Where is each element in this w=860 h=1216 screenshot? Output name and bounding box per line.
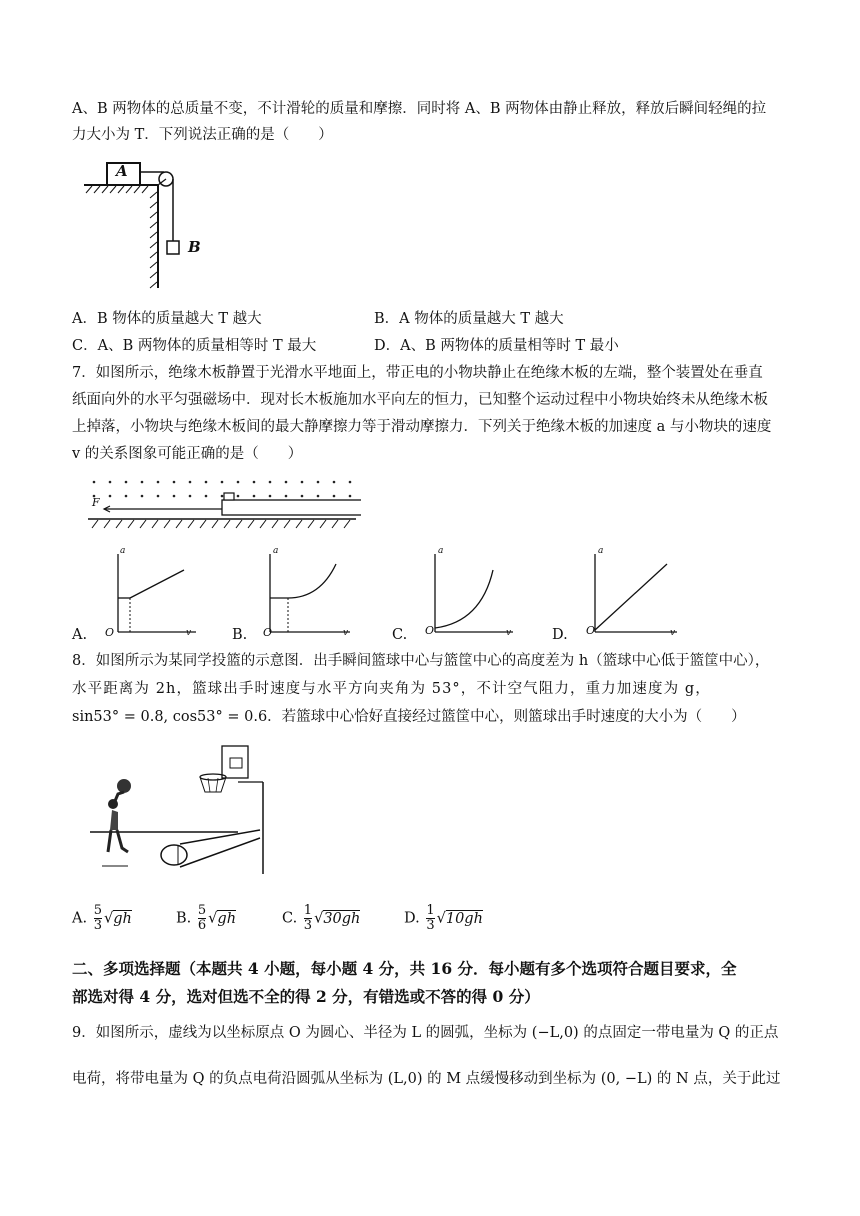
ground-hatch-line	[116, 520, 122, 528]
q7-line1: 7．如图所示，绝缘木板静置于光滑水平地面上，带正电的小物块静止在绝缘木板的左端，整个装置处在垂直	[72, 365, 763, 381]
q8-line3: sin53° = 0.8, cos53° = 0.6．若篮球中心恰好直接经过篮筐中心，则篮球出手时速度的大小为（ ）	[72, 709, 746, 725]
field-dot	[349, 495, 352, 498]
field-dot	[269, 481, 272, 484]
q8-option-d-label: D.	[404, 910, 420, 927]
q8-option-b-fraction: $\frac{5}{6}$	[197, 903, 207, 933]
q8-option-c-label: C.	[282, 910, 298, 927]
graph-c-origin: O	[425, 624, 435, 637]
graph-d[interactable]	[585, 548, 685, 638]
block-a-label: A	[116, 162, 128, 180]
field-dot	[317, 481, 320, 484]
graph-b-y: a	[273, 546, 279, 556]
field-dot	[253, 481, 256, 484]
ground-hatch-line	[104, 520, 110, 528]
graph-b[interactable]	[260, 548, 360, 638]
section2-heading-line2: 部选对得 4 分，选对但选不全的得 2 分，有错选或不答的得 0 分）	[72, 987, 540, 1006]
q6-pulley-figure	[80, 158, 220, 293]
q8-option-b-label: B.	[176, 910, 192, 927]
q7-line2: 纸面向外的水平匀强磁场中．现对长木板施加水平向左的恒力，已知整个运动过程中小物块始终未从绝缘木板	[72, 392, 768, 408]
field-dot	[125, 481, 128, 484]
graph-c[interactable]	[425, 548, 525, 638]
field-dot	[237, 481, 240, 484]
field-dot	[221, 481, 224, 484]
graph-c-x: v	[506, 628, 512, 638]
ground-hatch-line	[152, 520, 158, 528]
q6-option-d[interactable]: D．A、B 两物体的质量相等时 T 最小	[374, 338, 619, 354]
section2-heading-line1: 二、多项选择题（本题共 4 小题，每小题 4 分，共 16 分．每小题有多个选项符合题目要求，全	[72, 959, 737, 978]
field-dot	[269, 495, 272, 498]
graph-c-y: a	[438, 546, 444, 556]
field-dot	[141, 495, 144, 498]
field-dot	[301, 481, 304, 484]
field-dot	[157, 495, 160, 498]
q6-option-c[interactable]: C．A、B 两物体的质量相等时 T 最大	[72, 338, 317, 354]
q8-option-a[interactable]	[72, 904, 132, 933]
field-dot	[205, 481, 208, 484]
graph-a-y: a	[120, 546, 126, 556]
field-dot	[333, 481, 336, 484]
ground-hatch-line	[188, 520, 194, 528]
ground-hatch-line	[332, 520, 338, 528]
field-dot	[333, 495, 336, 498]
ground-hatch-line	[344, 520, 350, 528]
graph-a-x: v	[186, 628, 192, 638]
ground-hatch-line	[248, 520, 254, 528]
q8-option-b-radicand: gh	[217, 910, 237, 927]
ground-hatch-line	[296, 520, 302, 528]
sqrt-icon: √	[208, 910, 218, 927]
ground-hatch-line	[212, 520, 218, 528]
ground-hatch-line	[308, 520, 314, 528]
graph-d-y: a	[598, 546, 604, 556]
q8-option-d[interactable]	[404, 904, 483, 933]
q7-board-figure	[86, 476, 361, 532]
field-dot	[285, 481, 288, 484]
q7-line3: 上掉落，小物块与绝缘木板间的最大静摩擦力等于滑动摩擦力．下列关于绝缘木板的加速度 a 与小物块的速度	[72, 419, 772, 435]
field-dot	[189, 495, 192, 498]
q9-line1: 9．如图所示，虚线为以坐标原点 O 为圆心、半径为 L 的圆弧，坐标为 (−L,0) 的点固定一带电量为 Q 的正点	[72, 1025, 779, 1041]
q8-option-d-radicand: 10gh	[445, 910, 483, 927]
field-dot	[157, 481, 160, 484]
q7-option-c-label[interactable]: C.	[392, 627, 408, 643]
q7-option-a-label[interactable]: A.	[72, 627, 88, 643]
field-dot	[301, 495, 304, 498]
graph-a-origin: O	[105, 626, 115, 639]
field-dot	[317, 495, 320, 498]
graph-b-x: v	[343, 628, 349, 638]
field-dot	[93, 481, 96, 484]
q8-line2: 水平距离为 2h，篮球出手时速度与水平方向夹角为 53°，不计空气阻力，重力加速度为 g，	[72, 681, 711, 697]
field-dot	[141, 481, 144, 484]
field-dot	[125, 495, 128, 498]
ground-hatch-line	[236, 520, 242, 528]
q8-option-a-radicand: gh	[113, 910, 132, 927]
block-b-label: B	[188, 238, 201, 256]
graph-d-origin: O	[586, 624, 596, 637]
q8-option-a-label: A.	[72, 910, 88, 927]
graph-a[interactable]	[100, 548, 200, 638]
field-dot	[221, 495, 224, 498]
field-dot	[189, 481, 192, 484]
q8-basketball-figure	[88, 742, 273, 877]
field-dot	[109, 481, 112, 484]
q7-option-d-label[interactable]: D.	[552, 627, 568, 643]
q6-stem-line2: 力大小为 T．下列说法正确的是（ ）	[72, 127, 333, 143]
field-dot	[109, 495, 112, 498]
field-dot	[349, 481, 352, 484]
sqrt-icon: √	[103, 910, 114, 927]
field-dot	[285, 495, 288, 498]
q8-option-c-radicand: 30gh	[323, 910, 361, 927]
ground-hatch-line	[164, 520, 170, 528]
q7-option-b-label[interactable]: B.	[232, 627, 248, 643]
q6-option-b[interactable]: B．A 物体的质量越大 T 越大	[374, 311, 564, 327]
ground-hatch-line	[260, 520, 266, 528]
q8-option-d-fraction: $\frac{1}{3}$	[426, 903, 435, 933]
ground-hatch-line	[320, 520, 326, 528]
ground-hatch-line	[140, 520, 146, 528]
ground-hatch-line	[92, 520, 98, 528]
q7-line4: v 的关系图象可能正确的是（ ）	[72, 446, 303, 462]
ground-hatch-line	[176, 520, 182, 528]
ground-hatch-line	[284, 520, 290, 528]
q6-option-a[interactable]: A．B 物体的质量越大 T 越大	[72, 311, 262, 327]
q8-option-b[interactable]	[176, 904, 236, 933]
q8-option-a-fraction: $\frac{5}{3}$	[93, 903, 102, 933]
q8-option-c[interactable]	[282, 904, 360, 933]
q9-line2: 电荷，将带电量为 Q 的负点电荷沿圆弧从坐标为 (L,0) 的 M 点缓慢移动到坐标为 (0, −L) 的 N 点，关于此过	[72, 1071, 781, 1087]
ground-hatch-line	[200, 520, 206, 528]
q8-option-c-fraction: $\frac{1}{3}$	[303, 903, 313, 933]
field-dot	[237, 495, 240, 498]
q6-stem-line1: A、B 两物体的总质量不变，不计滑轮的质量和摩擦．同时将 A、B 两物体由静止释放，释放后瞬间轻绳的拉	[72, 101, 767, 117]
sqrt-icon: √	[436, 910, 446, 927]
field-dot	[173, 481, 176, 484]
graph-d-x: v	[670, 628, 676, 638]
sqrt-icon: √	[314, 910, 324, 927]
field-dot	[205, 495, 208, 498]
ground-hatch-line	[272, 520, 278, 528]
field-dot	[253, 495, 256, 498]
field-dot	[173, 495, 176, 498]
ground-hatch-line	[128, 520, 134, 528]
force-label: F	[92, 496, 100, 509]
graph-b-origin: O	[263, 626, 273, 639]
q8-line1: 8．如图所示为某同学投篮的示意图．出手瞬间篮球中心与篮筐中心的高度差为 h（篮球中心低于篮筐中心），	[72, 653, 770, 669]
ground-hatch-line	[224, 520, 230, 528]
